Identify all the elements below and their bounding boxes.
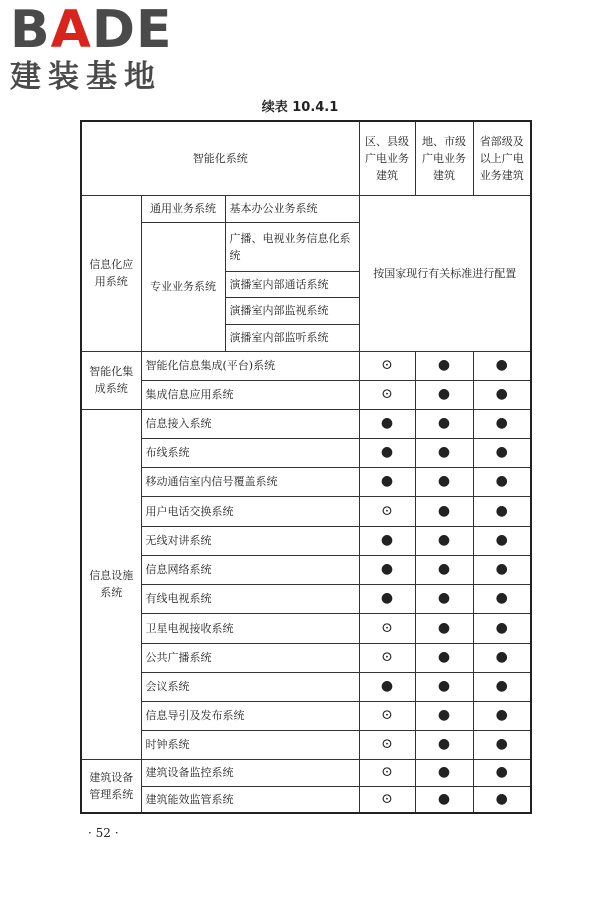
config-note: 按国家现行有关标准进行配置 xyxy=(359,195,531,351)
professional-business-cell: 专业业务系统 xyxy=(141,222,225,351)
required-mark-icon: ● xyxy=(415,786,473,813)
optional-mark-icon: ⊙ xyxy=(359,613,415,643)
required-mark-icon: ● xyxy=(473,351,531,380)
optional-mark-icon: ⊙ xyxy=(359,759,415,786)
required-mark-icon: ● xyxy=(473,613,531,643)
table-row xyxy=(81,555,531,584)
table-row xyxy=(81,380,531,409)
system-config-table xyxy=(80,120,532,814)
table-row xyxy=(81,701,531,730)
table-row xyxy=(81,643,531,672)
optional-mark-icon: ⊙ xyxy=(359,786,415,813)
site-logo xyxy=(10,0,180,95)
info-app-label: 信息化应用系统 xyxy=(81,195,141,351)
required-mark-icon: ● xyxy=(359,555,415,584)
required-mark-icon: ● xyxy=(473,786,531,813)
required-mark-icon: ● xyxy=(415,380,473,409)
required-mark-icon: ● xyxy=(415,643,473,672)
optional-mark-icon: ⊙ xyxy=(359,701,415,730)
required-mark-icon: ● xyxy=(473,526,531,555)
required-mark-icon: ● xyxy=(415,730,473,759)
system-name: 时钟系统 xyxy=(141,730,359,759)
system-name: 移动通信室内信号覆盖系统 xyxy=(141,467,359,496)
required-mark-icon: ● xyxy=(415,467,473,496)
required-mark-icon: ● xyxy=(359,467,415,496)
table-row xyxy=(81,195,531,222)
table-header-row xyxy=(81,121,531,195)
system-name: 信息导引及发布系统 xyxy=(141,701,359,730)
required-mark-icon: ● xyxy=(415,613,473,643)
system-name: 智能化信息集成(平台)系统 xyxy=(141,351,359,380)
required-mark-icon: ● xyxy=(359,409,415,438)
system-name: 布线系统 xyxy=(141,438,359,467)
table-row xyxy=(81,409,531,438)
pro-item: 广播、电视业务信息化系统 xyxy=(225,222,359,271)
system-name: 建筑设备监控系统 xyxy=(141,759,359,786)
group-label: 建筑设备管理系统 xyxy=(81,759,141,813)
optional-mark-icon: ⊙ xyxy=(359,643,415,672)
logo-wordmark: BADE xyxy=(10,0,173,60)
group-label: 智能化集成系统 xyxy=(81,351,141,409)
header-city: 地、市级广电业务建筑 xyxy=(415,121,473,195)
table-row xyxy=(81,672,531,701)
required-mark-icon: ● xyxy=(473,759,531,786)
optional-mark-icon: ⊙ xyxy=(359,496,415,526)
system-name: 公共广播系统 xyxy=(141,643,359,672)
required-mark-icon: ● xyxy=(473,409,531,438)
required-mark-icon: ● xyxy=(473,730,531,759)
general-business-cell: 通用业务系统 xyxy=(141,195,225,222)
table-row xyxy=(81,351,531,380)
required-mark-icon: ● xyxy=(415,409,473,438)
required-mark-icon: ● xyxy=(359,584,415,613)
required-mark-icon: ● xyxy=(473,438,531,467)
optional-mark-icon: ⊙ xyxy=(359,730,415,759)
optional-mark-icon: ⊙ xyxy=(359,380,415,409)
optional-mark-icon: ⊙ xyxy=(359,351,415,380)
pro-item: 演播室内部监听系统 xyxy=(225,324,359,351)
table-row xyxy=(81,467,531,496)
required-mark-icon: ● xyxy=(415,438,473,467)
table-row xyxy=(81,759,531,786)
group-label: 信息设施系统 xyxy=(81,409,141,759)
required-mark-icon: ● xyxy=(359,526,415,555)
system-name: 用户电话交换系统 xyxy=(141,496,359,526)
required-mark-icon: ● xyxy=(473,643,531,672)
system-name: 集成信息应用系统 xyxy=(141,380,359,409)
logo-chinese: 建装基地 xyxy=(10,59,162,95)
system-name: 建筑能效监管系统 xyxy=(141,786,359,813)
required-mark-icon: ● xyxy=(473,380,531,409)
system-name: 有线电视系统 xyxy=(141,584,359,613)
required-mark-icon: ● xyxy=(415,555,473,584)
required-mark-icon: ● xyxy=(359,672,415,701)
required-mark-icon: ● xyxy=(415,351,473,380)
table-row xyxy=(81,496,531,526)
header-province: 省部级及以上广电业务建筑 xyxy=(473,121,531,195)
required-mark-icon: ● xyxy=(473,467,531,496)
general-business-item: 基本办公业务系统 xyxy=(225,195,359,222)
pro-item: 演播室内部监视系统 xyxy=(225,297,359,324)
required-mark-icon: ● xyxy=(473,701,531,730)
system-name: 无线对讲系统 xyxy=(141,526,359,555)
system-name: 信息接入系统 xyxy=(141,409,359,438)
page-number: · 52 · xyxy=(88,826,119,840)
table-row xyxy=(81,786,531,813)
required-mark-icon: ● xyxy=(415,526,473,555)
system-name: 会议系统 xyxy=(141,672,359,701)
required-mark-icon: ● xyxy=(473,496,531,526)
required-mark-icon: ● xyxy=(359,438,415,467)
system-name: 信息网络系统 xyxy=(141,555,359,584)
required-mark-icon: ● xyxy=(473,555,531,584)
table-row xyxy=(81,613,531,643)
required-mark-icon: ● xyxy=(415,759,473,786)
table-row xyxy=(81,438,531,467)
header-county: 区、县级广电业务建筑 xyxy=(359,121,415,195)
table-row xyxy=(81,584,531,613)
required-mark-icon: ● xyxy=(415,496,473,526)
system-name: 卫星电视接收系统 xyxy=(141,613,359,643)
required-mark-icon: ● xyxy=(473,672,531,701)
table-row xyxy=(81,730,531,759)
header-system: 智能化系统 xyxy=(81,121,359,195)
table-caption: 续表 10.4.1 xyxy=(261,100,339,115)
required-mark-icon: ● xyxy=(415,584,473,613)
pro-item: 演播室内部通话系统 xyxy=(225,271,359,297)
required-mark-icon: ● xyxy=(473,584,531,613)
table-row xyxy=(81,526,531,555)
required-mark-icon: ● xyxy=(415,701,473,730)
required-mark-icon: ● xyxy=(415,672,473,701)
